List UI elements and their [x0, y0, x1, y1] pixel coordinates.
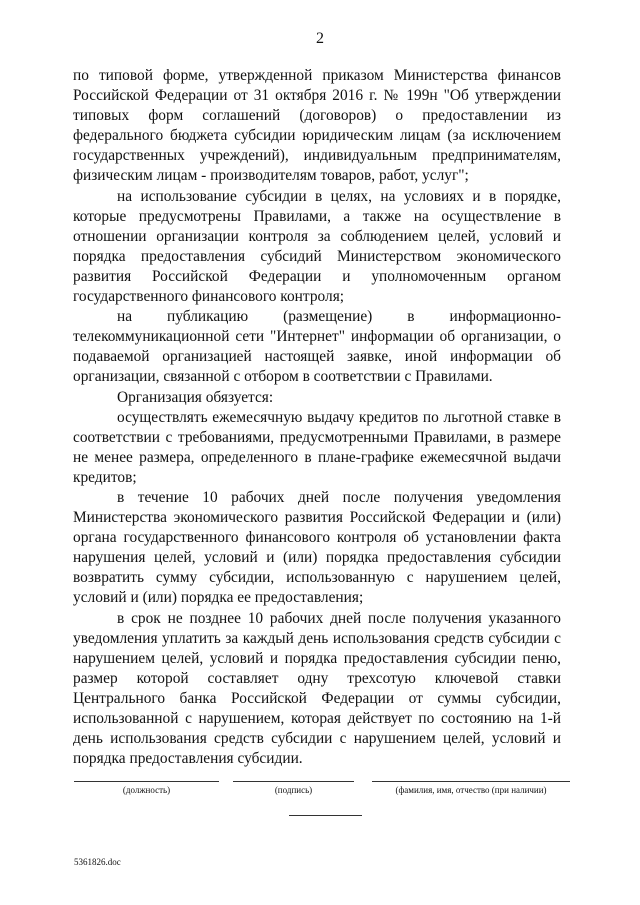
position-signature-line — [74, 781, 219, 782]
name-label: (фамилия, имя, отчество (при наличии) — [395, 785, 547, 795]
document-id: 5361826.doc — [74, 857, 121, 867]
signature-line — [233, 781, 354, 782]
position-label: (должность) — [122, 785, 171, 795]
separator-line — [289, 815, 362, 816]
paragraph-obligations-heading: Организация обязуется: — [117, 388, 274, 406]
signature-label: (подпись) — [274, 785, 313, 795]
paragraph-subsidy-return: в течение 10 рабочих дней после получения уведомления Министерства экономического развития Российской Федерации и (или) органа государственного финансового контроля об установлении факта нарушения целей, условий и (или) порядка предоставления субсидии возвратить сумму субсидии, использованную с нарушением целей, условий и (или) порядка ее предоставления; — [73, 488, 561, 607]
paragraph-penalty: в срок не позднее 10 рабочих дней после получения указанного уведомления уплатить за каждый день использования средств субсидии с нарушением целей, условий и порядка предоставления субсидии пеню, размер которой составляет одну трехсотую ключевой ставки Центрального банка Российской Федерации от суммы субсидии, использованной с нарушением, которая действует по состоянию на 1-й день использования средств субсидии с нарушением целей, условий и порядка предоставления субсидии. — [73, 609, 561, 768]
name-signature-line — [372, 781, 570, 782]
paragraph-publication: на публикацию (размещение) в информационно-телекоммуникационной сети "Интернет" информации об организации, о подаваемой организацией настоящей заявке, иной информации об организации, связанной с отбором в соответствии с Правилами. — [73, 308, 561, 386]
page-number: 2 — [316, 30, 324, 47]
document-body — [73, 66, 561, 769]
paragraph-subsidy-use: на использование субсидии в целях, на условиях и в порядке, которые предусмотрены Правилами, а также на осуществление в отношении организации контроля за соблюдением целей, условий и порядка предоставления субсидий Министерством экономического развития Российской Федерации и уполномоченным органом государственного финансового контроля; — [73, 187, 561, 306]
paragraph-monthly-loans: осуществлять ежемесячную выдачу кредитов по льготной ставке в соответствии с требованиями, предусмотренными Правилами, в размере не менее размера, определенного в плане-графике ежемесячной выдачи кредитов; — [73, 408, 561, 486]
paragraph-standard-form: по типовой форме, утвержденной приказом Министерства финансов Российской Федерации от 31 октября 2016 г. № 199н "Об утверждении типовых форм соглашений (договоров) о предоставлении из федерального бюджета субсидии юридическим лицам (за исключением государственных учреждений), индивидуальным предпринимателям, физическим лицам - производителям товаров, работ, услуг"; — [73, 67, 561, 185]
